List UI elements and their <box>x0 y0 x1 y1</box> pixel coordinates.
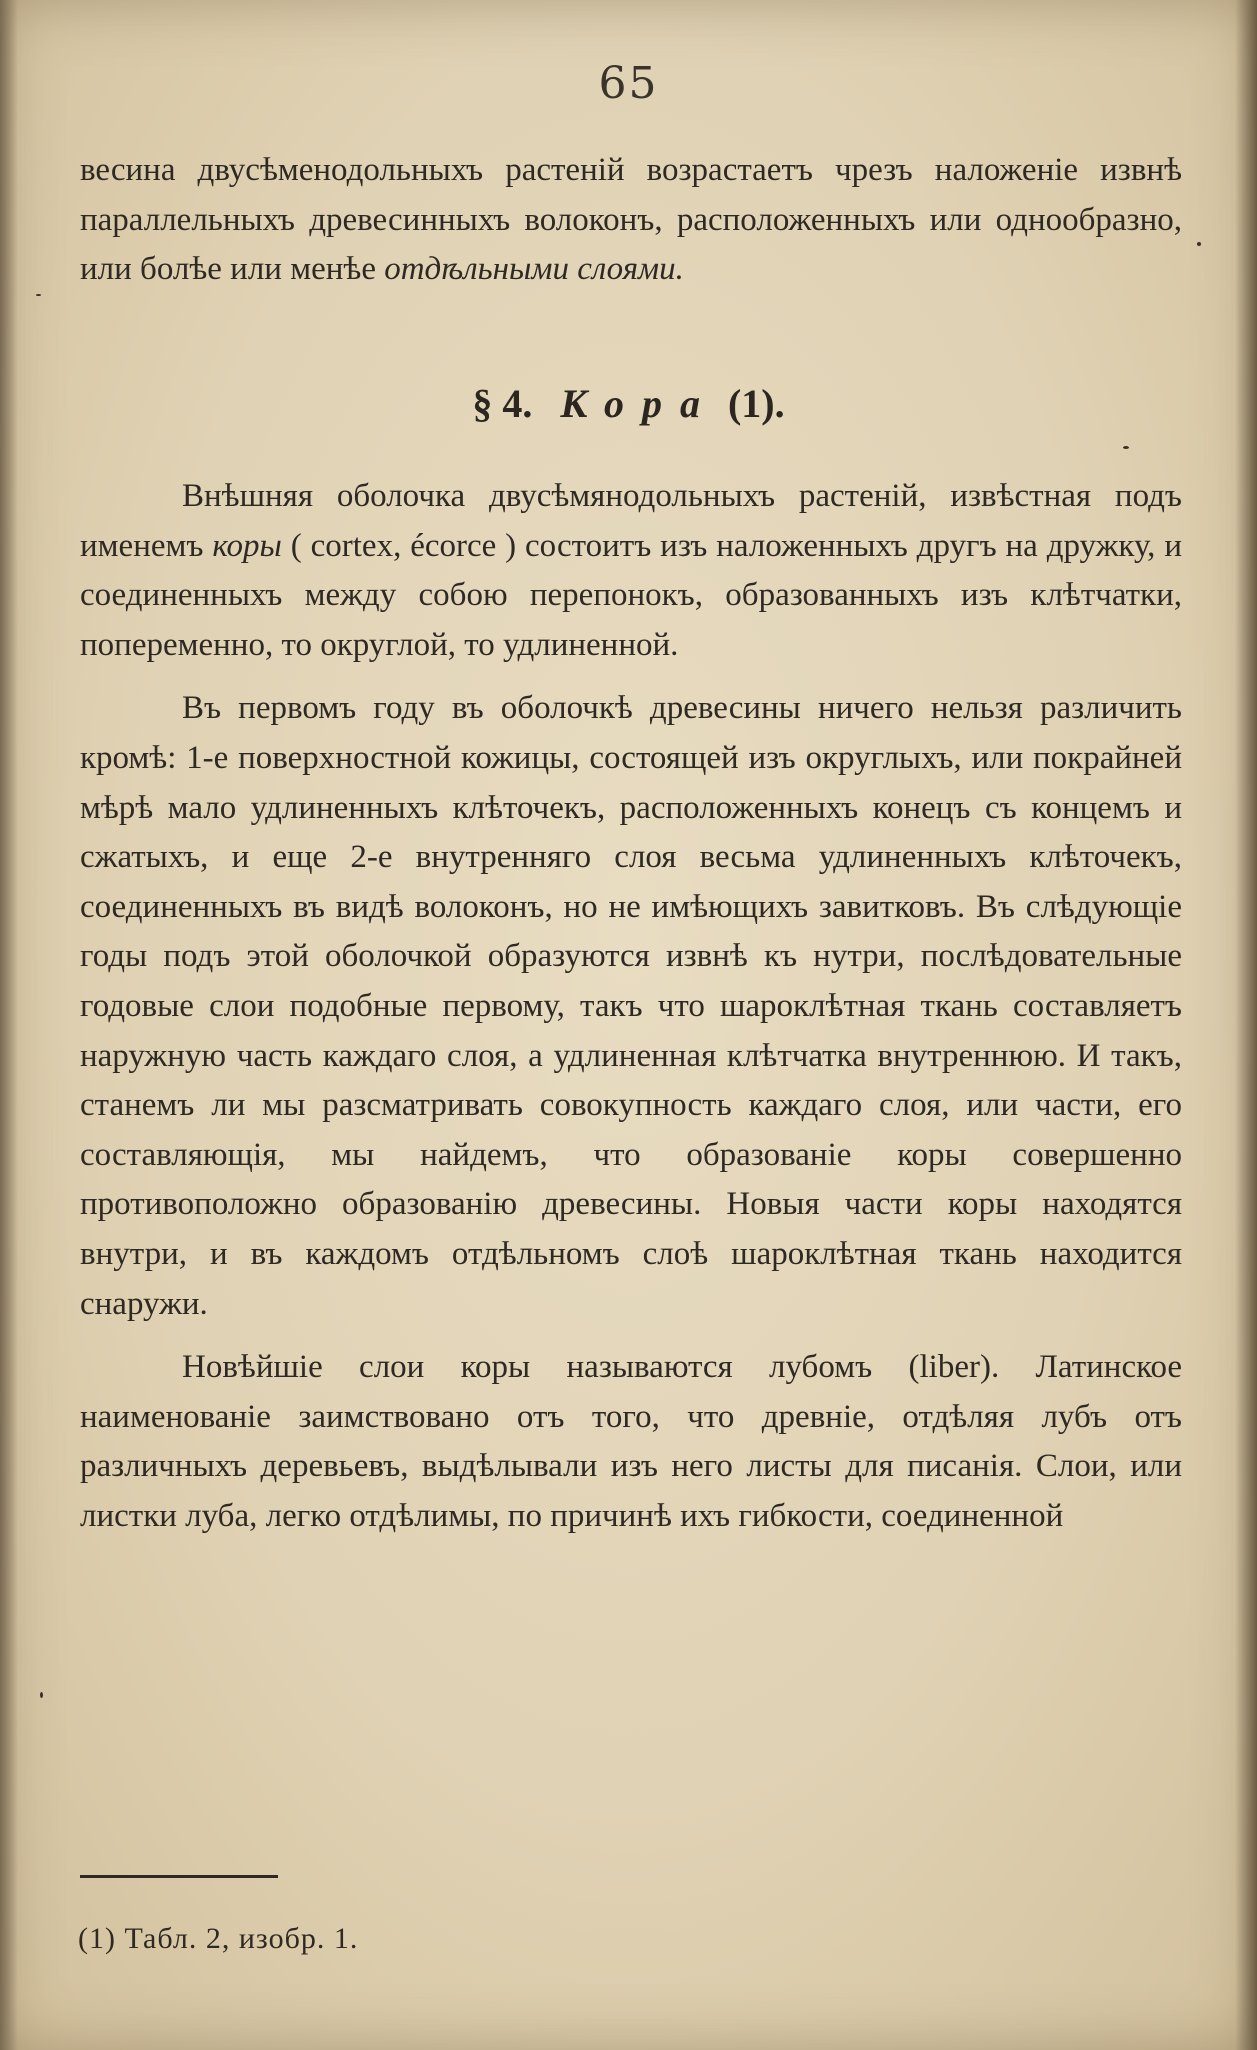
section-number: § 4. <box>472 381 533 426</box>
section-title: Кора <box>560 381 718 426</box>
paper-speck <box>1123 446 1129 449</box>
intro-paragraph <box>80 146 1182 295</box>
intro-text: весина двусѣменодольныхъ растенiй возрастаетъ чрезъ наложенiе извнѣ параллельныхъ древесинныхъ волоконъ, расположенныхъ или однообразно, или болѣе или менѣе <box>80 152 1182 288</box>
footnote: (1) Табл. 2, изобр. 1. <box>78 1922 359 1955</box>
section-heading <box>0 380 1257 427</box>
paragraph-1-text-a: Внѣшняя оболочка двусѣмянодольныхъ растенiй, извѣстная подъ именемъ <box>80 478 1182 564</box>
paragraph-1-text-b: ( cortex, écorce ) состоитъ изъ наложенныхъ другъ на дружку, и соединенныхъ между собою перепонокъ, образованныхъ изъ клѣтчатки, попеременно, то округлой, то удлиненной. <box>80 527 1182 663</box>
paper-speck <box>1197 242 1201 246</box>
paragraph-1 <box>80 472 1182 670</box>
page-edge-left <box>0 0 18 2050</box>
section-note-ref: (1). <box>727 381 785 426</box>
paper-speck <box>36 294 41 296</box>
paragraph-1-italic: коры <box>212 527 282 564</box>
body-text <box>80 472 1182 1541</box>
paragraph-2: Въ первомъ году въ оболочкѣ древесины ничего нельзя различить кромѣ: 1-е поверхностной кожицы, состоящей изъ округлыхъ, или покрайней мѣрѣ мало удлиненныхъ клѣточекъ, расположенныхъ конецъ съ концемъ и сжатыхъ, и еще 2-е внутренняго слоя весьма удлиненныхъ клѣточекъ, соединенныхъ въ видѣ волоконъ, но не имѣющихъ завитковъ. Въ слѣдующiе годы подъ этой оболочкой образуются извнѣ къ нутри, послѣдовательные годовые слои подобные первому, такъ что шароклѣтная ткань составляетъ наружную часть каждаго слоя, а удлиненная клѣтчатка внутреннюю. И такъ, станемъ ли мы разсматривать совокупность каждаго слоя, или части, его составляющiя, мы найдемъ, что образованiе коры совершенно противоположно образованiю древесины. Новыя части коры находятся внутри, и въ каждомъ отдѣльномъ слоѣ шароклѣтная ткань находится снаружи. <box>80 690 1182 1322</box>
intro-italic-text: отдѣльными слоями. <box>384 251 684 288</box>
page-number: 65 <box>598 58 659 109</box>
footnote-divider <box>80 1875 278 1878</box>
paper-speck <box>40 1692 43 1698</box>
page-edge-right <box>1235 0 1257 2050</box>
paragraph-3: Новѣйшiе слои коры называются лубомъ (liber). Латинское наименованiе заимствовано отъ того, что древнiе, отдѣляя лубъ отъ различныхъ деревьевъ, выдѣлывали изъ него листы для писанiя. Слои, или листки луба, легко отдѣлимы, по причинѣ ихъ гибкости, соединенной <box>80 1349 1182 1534</box>
